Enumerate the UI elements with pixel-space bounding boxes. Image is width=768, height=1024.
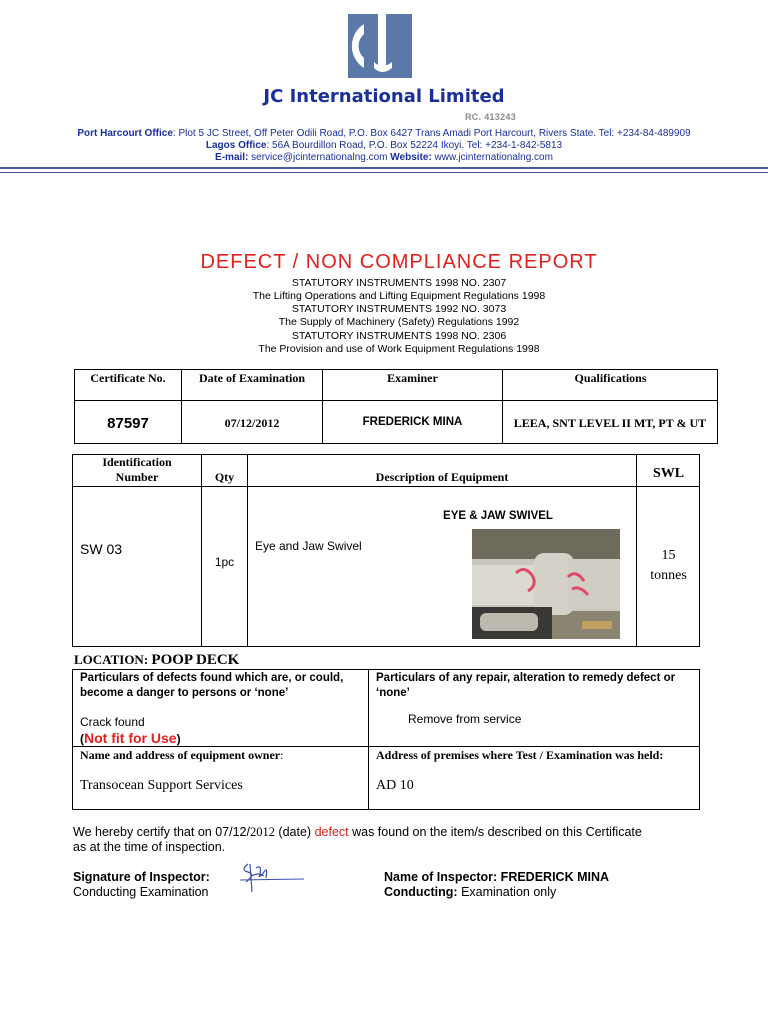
header-id-line2: Number <box>115 470 159 484</box>
premises-value: AD 10 <box>376 778 414 793</box>
website-value: www.jcinternationalng.com <box>431 152 553 163</box>
header-rule <box>0 167 768 169</box>
header-swl: SWL <box>652 466 685 481</box>
statutory-line: STATUTORY INSTRUMENTS 1998 NO. 2306 <box>291 330 507 342</box>
statutory-line: The Supply of Machinery (Safety) Regulations 1992 <box>278 316 520 328</box>
header-certificate-no: Certificate No. <box>90 371 166 385</box>
certification-line2: as at the time of inspection. <box>73 840 226 854</box>
cert-defect-word: defect <box>314 825 349 839</box>
header-examiner: Examiner <box>387 371 438 385</box>
not-fit-text: Not fit for Use <box>84 730 177 746</box>
swl-unit: tonnes <box>650 568 687 583</box>
cert-part3: was found on the item/s described on this Certificate <box>348 825 642 839</box>
header-description: Description of Equipment <box>375 470 509 484</box>
statutory-line: STATUTORY INSTRUMENTS 1992 NO. 3073 <box>291 303 507 315</box>
signature-label: Signature of Inspector: <box>73 870 210 884</box>
inspector-name: Name of Inspector: FREDERICK MINA <box>384 870 610 884</box>
header-identification <box>73 455 201 485</box>
lagos-label: Lagos Office <box>205 140 267 151</box>
equipment-description: Eye and Jaw Swivel <box>255 539 362 553</box>
statutory-line: STATUTORY INSTRUMENTS 1998 NO. 2307 <box>291 277 507 289</box>
examiner-name: FREDERICK MINA <box>362 416 463 428</box>
location-line <box>74 652 239 669</box>
conducting-value: Examination only <box>457 885 557 899</box>
header-qty: Qty <box>214 470 235 484</box>
owner-header-line <box>80 748 283 763</box>
owner-value: Transocean Support Services <box>80 778 243 793</box>
quantity: 1pc <box>214 555 235 569</box>
owner-header: Name and address of equipment owner <box>80 748 281 762</box>
email-value: service@jcinternationalng.com <box>248 152 391 163</box>
header-rule-thin <box>0 172 768 173</box>
location-label: LOCATION: <box>74 652 149 667</box>
company-logo <box>344 12 416 80</box>
location-value: POOP DECK <box>151 652 240 668</box>
cert-year: 2012 <box>249 825 275 839</box>
inspector-signature <box>234 858 306 896</box>
identification-number: SW 03 <box>80 541 123 557</box>
header-id-line1: Identification <box>102 455 172 469</box>
defects-header: Particulars of defects found which are, or could, become a danger to persons or ‘none’ <box>80 672 344 699</box>
lagos-address <box>0 140 768 152</box>
port-harcourt-text: : Plot 5 JC Street, Off Peter Odili Road, P.O. Box 6427 Trans Amadi Port Harcourt, Rivers State. Tel: +234-84-489909 <box>172 128 691 139</box>
repair-value: Remove from service <box>408 712 522 726</box>
cert-part1: We hereby certify that on 07/12/ <box>73 825 250 839</box>
header-qualifications: Qualifications <box>574 371 647 385</box>
defect-found: Crack found <box>80 715 145 729</box>
cert-part2: (date) <box>274 825 315 839</box>
paren-open: ( <box>80 732 84 746</box>
email-label: E-mail: <box>215 152 249 163</box>
table-divider <box>72 486 700 487</box>
not-fit-line <box>80 730 181 746</box>
port-harcourt-address <box>0 128 768 140</box>
repair-header: Particulars of any repair, alteration to remedy defect or ‘none’ <box>376 672 676 699</box>
certificate-number: 87597 <box>107 415 149 432</box>
table-divider <box>74 400 718 401</box>
paren-close: ) <box>176 732 181 746</box>
contact-line <box>0 152 768 164</box>
conducting-examination: Conducting Examination <box>73 885 209 899</box>
statutory-line: The Lifting Operations and Lifting Equipment Regulations 1998 <box>252 290 546 302</box>
table-divider <box>368 669 369 810</box>
certification-line1 <box>73 825 642 840</box>
examination-date: 07/12/2012 <box>224 416 280 430</box>
table-divider <box>72 746 700 747</box>
equipment-photo <box>472 529 620 639</box>
port-harcourt-label: Port Harcourt Office <box>77 128 173 139</box>
website-label: Website: <box>390 152 432 163</box>
rc-number: RC. 413243 <box>465 112 517 122</box>
lagos-text: : 56A Bourdillon Road, P.O. Box 52224 Ikoyi. Tel: +234-1-842-5813 <box>266 140 563 151</box>
conducting-label: Conducting: <box>384 885 458 899</box>
owner-colon: : <box>280 748 284 762</box>
premises-header: Address of premises where Test / Examination was held: <box>376 748 664 762</box>
conducting-line <box>384 885 556 899</box>
swl-value: 15 <box>661 548 676 563</box>
equipment-title: EYE & JAW SWIVEL <box>443 510 553 522</box>
qualifications-value: LEEA, SNT LEVEL II MT, PT & UT <box>513 416 707 430</box>
statutory-line: The Provision and use of Work Equipment Regulations 1998 <box>258 343 540 355</box>
report-title: DEFECT / NON COMPLIANCE REPORT <box>200 251 598 273</box>
company-name: JC International Limited <box>263 86 505 107</box>
header-date: Date of Examination <box>199 371 305 385</box>
